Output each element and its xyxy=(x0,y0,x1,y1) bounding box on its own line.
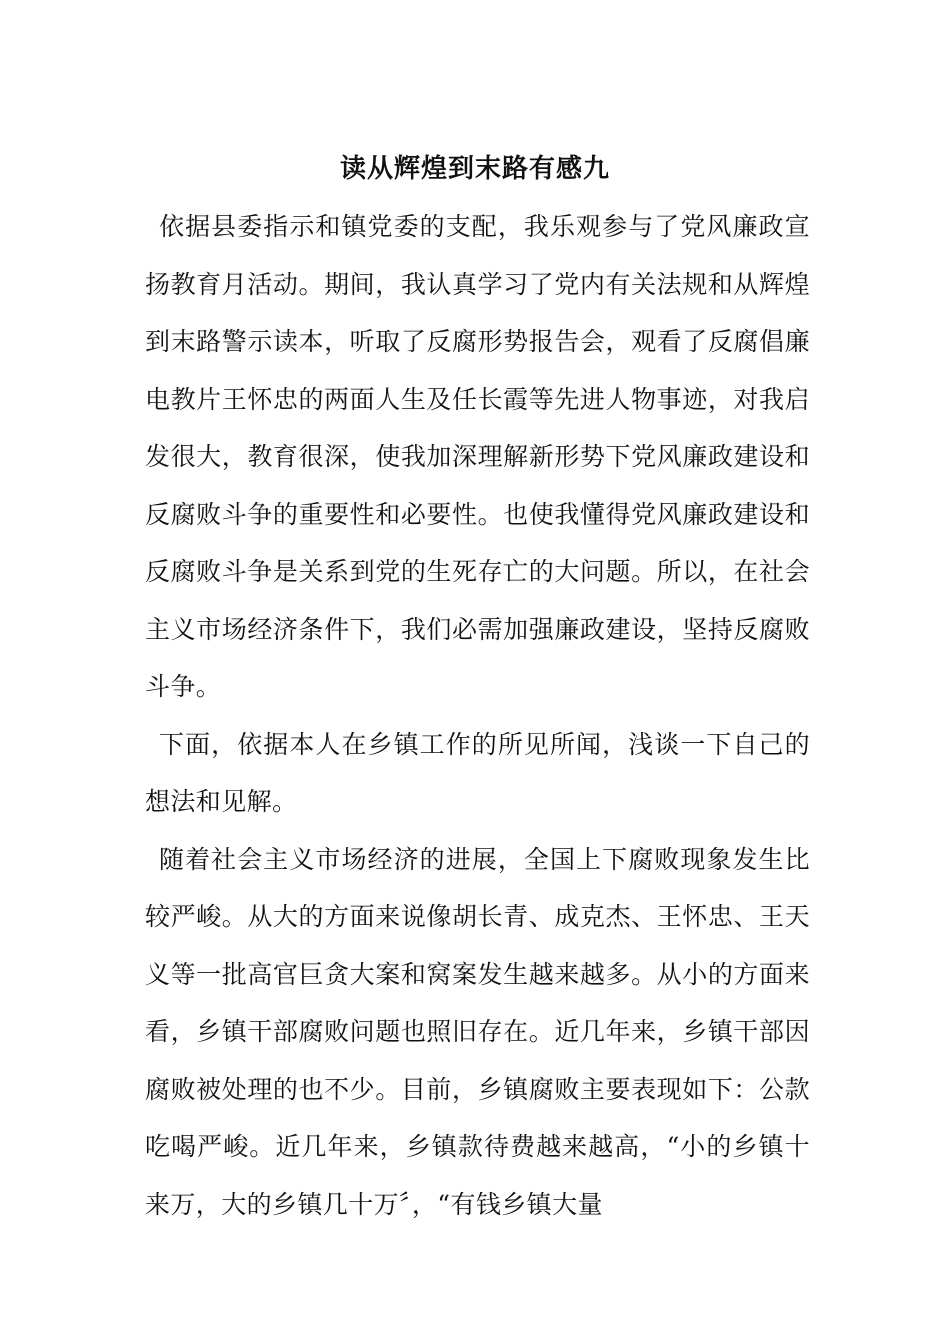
paragraph-2: 下面，依据本人在乡镇工作的所见所闻，浅谈一下自己的想法和见解。 xyxy=(145,729,810,816)
document-title: 读从辉煌到末路有感九 xyxy=(339,154,610,185)
paragraph-1: 依据县委指示和镇党委的支配，我乐观参与了党风廉政宣扬教育月活动。期间，我认真学习了党内有关法规和从辉煌到末路警示读本，听取了反腐形势报告会，观看了反腐倡廉电教片王怀忠的两面人生及任长霞等先进人物事迹，对我启发很大，教育很深，使我加深理解新形势下党风廉政建设和反腐败斗争的重要性和必要性。也使我懂得党风廉政建设和反腐败斗争是关系到党的生死存亡的大问题。所以，在社会主义市场经济条件下，我们必需加强廉政建设，坚持反腐败斗争。 xyxy=(145,212,810,701)
document-body xyxy=(145,198,810,1233)
paragraph-3: 随着社会主义市场经济的进展，全国上下腐败现象发生比较严峻。从大的方面来说像胡长青、成克杰、王怀忠、王天义等一批高官巨贪大案和窝案发生越来越多。从小的方面来看，乡镇干部腐败问题也照旧存在。近几年来，乡镇干部因腐败被处理的也不少。目前，乡镇腐败主要表现如下：公款吃喝严峻。近几年来，乡镇款待费越来越高，“小的乡镇十来万，大的乡镇几十万〞，“有钱乡镇大量 xyxy=(145,844,810,1219)
